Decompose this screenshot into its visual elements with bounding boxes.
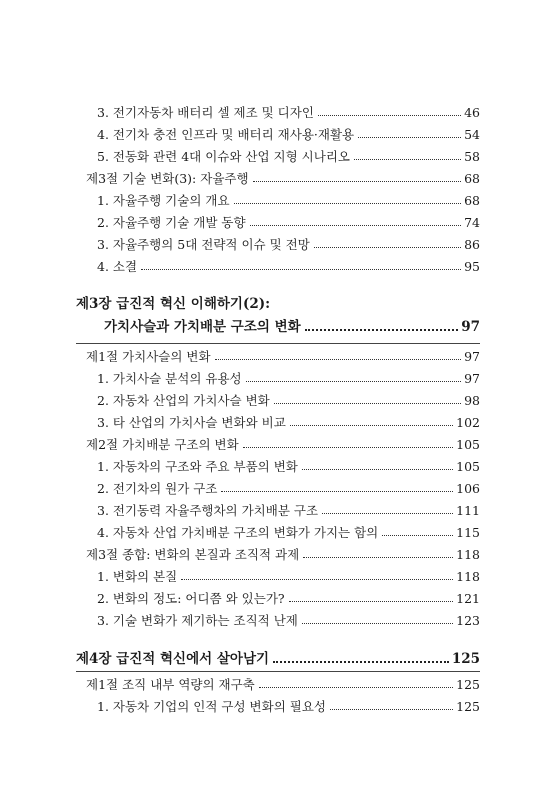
toc-entry-page: 115 (456, 524, 480, 540)
dot-leader (305, 329, 459, 331)
toc-entry[interactable] (97, 209, 480, 229)
toc-entry[interactable] (97, 453, 480, 473)
toc-entry-title: 제1절 가치사슬의 변화 (86, 348, 211, 364)
toc-entry-title: 2. 변화의 정도: 어디쯤 와 있는가? (97, 590, 285, 606)
dot-leader (303, 557, 453, 558)
toc-entry[interactable] (97, 99, 480, 119)
dot-leader (259, 687, 453, 688)
dot-leader (314, 247, 461, 248)
chapter-subtitle: 가치사슬과 가치배분 구조의 변화 (104, 318, 301, 335)
toc-entry[interactable] (97, 563, 480, 583)
toc-entry-page: 125 (456, 698, 480, 714)
toc-section-entry[interactable] (86, 671, 480, 691)
dot-leader (250, 225, 462, 226)
chapter-entry[interactable] (76, 646, 480, 666)
toc-entry-title: 2. 자율주행 기술 개발 동향 (97, 214, 246, 230)
toc-entry[interactable] (97, 365, 480, 385)
dot-leader (290, 425, 453, 426)
toc-entry-page: 68 (464, 170, 480, 186)
dot-leader (358, 137, 461, 138)
toc-entry[interactable] (97, 497, 480, 517)
toc-entry-page: 98 (464, 392, 480, 408)
chapter-page: 97 (461, 318, 480, 335)
dot-leader (382, 535, 453, 536)
toc-entry[interactable] (97, 475, 480, 495)
toc-entry-title: 제3절 기술 변화(3): 자율주행 (86, 170, 249, 186)
dot-leader (302, 623, 453, 624)
toc-entry[interactable] (97, 231, 480, 251)
toc-entry-title: 1. 변화의 본질 (97, 568, 178, 584)
dot-leader (274, 403, 461, 404)
toc-entry[interactable] (97, 519, 480, 539)
toc-entry-title: 3. 기술 변화가 제기하는 조직적 난제 (97, 612, 298, 628)
dot-leader (181, 579, 453, 580)
chapter-title[interactable]: 제3장 급진적 혁신 이해하기(2): (76, 296, 271, 312)
toc-section-entry[interactable] (86, 431, 480, 451)
toc-entry-title: 1. 가치사슬 분석의 유용성 (97, 370, 242, 386)
toc-entry-page: 111 (456, 502, 480, 518)
toc-entry-title: 5. 전동화 관련 4대 이슈와 산업 지형 시나리오 (97, 148, 350, 164)
toc-entry[interactable] (97, 607, 480, 627)
toc-entry-title: 3. 전기동력 자율주행차의 가치배분 구조 (97, 502, 319, 518)
toc-entry-page: 105 (456, 436, 480, 452)
toc-section-entry[interactable] (86, 165, 480, 185)
toc-entry-title: 제1절 조직 내부 역량의 재구축 (86, 676, 255, 692)
dot-leader (302, 469, 453, 470)
toc-section-entry[interactable] (86, 343, 480, 363)
toc-entry-page: 106 (456, 480, 480, 496)
dot-leader (322, 513, 453, 514)
dot-leader (253, 181, 462, 182)
dot-leader (330, 709, 453, 710)
toc-entry-title: 1. 자동차의 구조와 주요 부품의 변화 (97, 458, 298, 474)
toc-entry-page: 97 (464, 348, 480, 364)
dot-leader (221, 491, 453, 492)
dot-leader (289, 601, 454, 602)
dot-leader (243, 447, 453, 448)
toc-entry-page: 118 (456, 546, 480, 562)
toc-entry-page: 54 (464, 126, 480, 142)
toc-entry-page: 46 (464, 104, 480, 120)
toc-entry-page: 102 (456, 414, 480, 430)
toc-entry[interactable] (97, 693, 480, 713)
toc-entry-page: 86 (464, 236, 480, 252)
toc-entry-title: 3. 전기자동차 배터리 셀 제조 및 디자인 (97, 104, 314, 120)
dot-leader (141, 269, 461, 270)
toc-entry[interactable] (97, 253, 480, 273)
toc-entry-page: 58 (464, 148, 480, 164)
toc-entry-page: 125 (456, 676, 480, 692)
toc-entry-page: 121 (456, 590, 480, 606)
toc-entry-page: 97 (464, 370, 480, 386)
toc-entry-page: 105 (456, 458, 480, 474)
toc-entry[interactable] (97, 387, 480, 407)
dot-leader (273, 661, 449, 663)
toc-entry[interactable] (97, 143, 480, 163)
toc-entry[interactable] (97, 187, 480, 207)
dot-leader (215, 359, 462, 360)
toc-entry-title: 3. 자율주행의 5대 전략적 이슈 및 전망 (97, 236, 310, 252)
toc-entry[interactable] (97, 409, 480, 429)
toc-entry-title: 제2절 가치배분 구조의 변화 (86, 436, 239, 452)
toc-entry-title: 1. 자율주행 기술의 개요 (97, 192, 230, 208)
toc-entry-title: 2. 전기차의 원가 구조 (97, 480, 218, 496)
toc-entry-title: 1. 자동차 기업의 인적 구성 변화의 필요성 (97, 698, 326, 714)
toc-entry-title: 4. 전기차 충전 인프라 및 배터리 재사용·재활용 (97, 126, 355, 142)
toc-section-entry[interactable] (86, 541, 480, 561)
chapter-title: 제4장 급진적 혁신에서 살아남기 (76, 650, 270, 667)
toc-entry-page: 95 (464, 258, 480, 274)
toc-entry-page: 118 (456, 568, 480, 584)
toc-entry-title: 3. 타 산업의 가치사슬 변화와 비교 (97, 414, 286, 430)
toc-entry-title: 제3절 종합: 변화의 본질과 조직적 과제 (86, 546, 300, 562)
dot-leader (234, 203, 462, 204)
chapter-entry[interactable] (104, 314, 480, 334)
chapter-page: 125 (451, 650, 480, 667)
toc-entry-page: 68 (464, 192, 480, 208)
toc-entry-page: 74 (464, 214, 480, 230)
dot-leader (246, 381, 461, 382)
toc-entry[interactable] (97, 121, 480, 141)
toc-entry-title: 4. 자동차 산업 가치배분 구조의 변화가 가지는 함의 (97, 524, 379, 540)
toc-entry[interactable] (97, 585, 480, 605)
dot-leader (318, 115, 461, 116)
dot-leader (354, 159, 461, 160)
toc-entry-page: 123 (456, 612, 480, 628)
toc-entry-title: 4. 소결 (97, 258, 138, 274)
toc-entry-title: 2. 자동차 산업의 가치사슬 변화 (97, 392, 270, 408)
